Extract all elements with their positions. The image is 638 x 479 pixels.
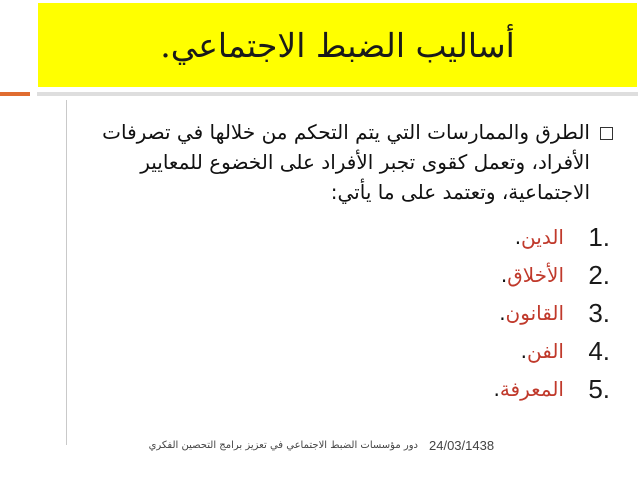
item-dot: . bbox=[493, 377, 500, 401]
accent-rule bbox=[0, 92, 30, 96]
item-number: 4. bbox=[588, 335, 610, 366]
item-dot: . bbox=[514, 225, 522, 249]
list-item bbox=[310, 332, 610, 370]
divider-rule bbox=[37, 92, 638, 96]
footer-caption: دور مؤسسات الضبط الاجتماعي في تعزيز برامج التحصين الفكري bbox=[148, 440, 418, 451]
item-text: الأخلاق bbox=[507, 263, 564, 287]
item-dot: . bbox=[520, 339, 527, 363]
numbered-list bbox=[310, 218, 610, 408]
list-item bbox=[310, 218, 610, 256]
item-text: المعرفة bbox=[499, 377, 564, 401]
footer-date: 24/03/1438 bbox=[429, 438, 495, 453]
item-dot: . bbox=[499, 301, 506, 325]
list-item bbox=[310, 370, 610, 408]
item-text: القانون bbox=[505, 301, 564, 325]
bullet-paragraph bbox=[95, 117, 613, 207]
item-text: الدين bbox=[521, 225, 564, 249]
title-banner bbox=[38, 3, 637, 87]
slide-title: أساليب الضبط الاجتماعي. bbox=[160, 25, 515, 65]
side-divider bbox=[66, 100, 67, 445]
item-number: 1. bbox=[588, 221, 610, 252]
item-number: 2. bbox=[588, 259, 610, 290]
square-bullet-icon bbox=[600, 127, 613, 140]
item-number: 5. bbox=[588, 373, 610, 404]
paragraph-text: الطرق والممارسات التي يتم التحكم من خلالها في تصرفات الأفراد، وتعمل كقوى تجبر الأفراد على الخضوع للمعايير الاجتماعية، وتعتمد على ما يأتي: bbox=[102, 120, 590, 204]
item-number: 3. bbox=[588, 297, 610, 328]
list-item bbox=[310, 294, 610, 332]
list-item bbox=[310, 256, 610, 294]
item-text: الفن bbox=[527, 339, 564, 363]
item-dot: . bbox=[500, 263, 508, 287]
